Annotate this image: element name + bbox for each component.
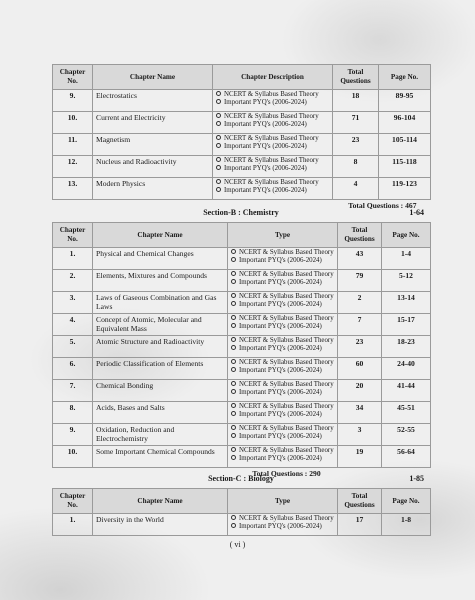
description-line [231, 389, 334, 397]
chapter-no: 10. [53, 112, 93, 134]
chapter-no: 11. [53, 134, 93, 156]
bullet-icon [216, 165, 221, 170]
chapter-no: 10. [53, 446, 93, 468]
description-line [216, 121, 329, 129]
table-row [53, 402, 431, 424]
description-line [231, 381, 334, 389]
chapter-description [213, 134, 333, 156]
description-line [231, 301, 334, 309]
bullet-icon [231, 315, 236, 320]
section-biology-heading [52, 472, 430, 486]
total-questions: 20 [338, 380, 382, 402]
chapter-name: Magnetism [93, 134, 213, 156]
header-page-no: Page No. [379, 65, 431, 90]
chapter-description [213, 112, 333, 134]
total-questions: 23 [338, 336, 382, 358]
page-range: 1-8 [382, 514, 431, 536]
page-range: 105-114 [379, 134, 431, 156]
chapter-name: Concept of Atomic, Molecular and Equivalent Mass [93, 314, 228, 336]
table-row [53, 178, 431, 200]
chapter-name: Modern Physics [93, 178, 213, 200]
description-text: Important PYQ's (2006-2024) [239, 411, 322, 419]
chapter-name: Atomic Structure and Radioactivity [93, 336, 228, 358]
bullet-icon [216, 179, 221, 184]
chapter-no: 9. [53, 90, 93, 112]
description-text: Important PYQ's (2006-2024) [239, 345, 322, 353]
total-questions: 34 [338, 402, 382, 424]
bullet-icon [231, 515, 236, 520]
biology-table [52, 488, 431, 536]
bullet-icon [216, 135, 221, 140]
total-questions: 79 [338, 270, 382, 292]
header-total-questions: Total Questions [338, 489, 382, 514]
chapter-description [228, 248, 338, 270]
table-row [53, 336, 431, 358]
chapter-description [213, 178, 333, 200]
description-text: NCERT & Syllabus Based Theory [239, 293, 334, 300]
chapter-name: Chemical Bonding [93, 380, 228, 402]
bullet-icon [231, 381, 236, 386]
chapter-no: 5. [53, 336, 93, 358]
chapter-description [228, 402, 338, 424]
chapter-name: Elements, Mixtures and Compounds [93, 270, 228, 292]
table-row [53, 358, 431, 380]
bullet-icon [216, 143, 221, 148]
section-pages: 1-85 [409, 474, 424, 483]
description-text: NCERT & Syllabus Based Theory [239, 249, 334, 256]
table-row [53, 134, 431, 156]
bullet-icon [231, 337, 236, 342]
header-chapter-no: Chapter No. [53, 65, 93, 90]
description-text: NCERT & Syllabus Based Theory [224, 179, 319, 186]
description-text: Important PYQ's (2006-2024) [239, 455, 322, 463]
total-questions: 2 [338, 292, 382, 314]
total-questions: 18 [333, 90, 379, 112]
description-line [231, 425, 334, 433]
bullet-icon [231, 433, 236, 438]
description-text: Important PYQ's (2006-2024) [224, 143, 307, 151]
description-line [231, 433, 334, 441]
description-text: NCERT & Syllabus Based Theory [224, 113, 319, 120]
page-range: 56-64 [382, 446, 431, 468]
bullet-icon [231, 389, 236, 394]
description-text: Important PYQ's (2006-2024) [239, 389, 322, 397]
description-line [216, 179, 329, 187]
chapter-description [228, 270, 338, 292]
total-questions: 71 [333, 112, 379, 134]
description-line [231, 523, 334, 531]
chapter-no: 9. [53, 424, 93, 446]
description-text: NCERT & Syllabus Based Theory [224, 135, 319, 142]
description-text: NCERT & Syllabus Based Theory [239, 403, 334, 410]
description-line [216, 135, 329, 143]
chapter-description [228, 380, 338, 402]
chapter-no: 8. [53, 402, 93, 424]
chapter-no: 13. [53, 178, 93, 200]
chapter-no: 3. [53, 292, 93, 314]
header-page-no: Page No. [382, 223, 431, 248]
header-chapter-name: Chapter Name [93, 65, 213, 90]
total-questions: 60 [338, 358, 382, 380]
description-text: Important PYQ's (2006-2024) [224, 99, 307, 107]
chapter-description [213, 156, 333, 178]
table-row [53, 380, 431, 402]
chapter-name: Oxidation, Reduction and Electrochemistry [93, 424, 228, 446]
bullet-icon [216, 121, 221, 126]
page-range: 18-23 [382, 336, 431, 358]
bullet-icon [231, 403, 236, 408]
description-text: NCERT & Syllabus Based Theory [239, 315, 334, 322]
description-line [231, 359, 334, 367]
chapter-description [228, 446, 338, 468]
total-questions: 4 [333, 178, 379, 200]
page-range: 96-104 [379, 112, 431, 134]
bullet-icon [231, 271, 236, 276]
chemistry-total: Total Questions : 290 [252, 469, 321, 478]
bullet-icon [231, 249, 236, 254]
section-pages: 1-64 [409, 208, 424, 217]
chapter-name: Acids, Bases and Salts [93, 402, 228, 424]
bullet-icon [231, 447, 236, 452]
description-line [216, 143, 329, 151]
header-page-no: Page No. [382, 489, 431, 514]
description-text: Important PYQ's (2006-2024) [239, 523, 322, 531]
total-questions: 8 [333, 156, 379, 178]
physics-total: Total Questions : 467 [348, 201, 417, 210]
description-text: NCERT & Syllabus Based Theory [239, 515, 334, 522]
bullet-icon [231, 301, 236, 306]
table-row [53, 314, 431, 336]
description-line [231, 515, 334, 523]
description-line [231, 323, 334, 331]
description-line [231, 337, 334, 345]
description-line [231, 249, 334, 257]
description-line [231, 447, 334, 455]
chapter-name: Physical and Chemical Changes [93, 248, 228, 270]
chapter-no: 2. [53, 270, 93, 292]
chapter-description [228, 314, 338, 336]
description-text: NCERT & Syllabus Based Theory [239, 359, 334, 366]
chapter-name: Some Important Chemical Compounds [93, 446, 228, 468]
description-text: Important PYQ's (2006-2024) [224, 121, 307, 129]
page-range: 119-123 [379, 178, 431, 200]
chemistry-table [52, 222, 431, 481]
description-text: Important PYQ's (2006-2024) [239, 323, 322, 331]
table-row [53, 112, 431, 134]
header-total-questions: Total Questions [333, 65, 379, 90]
total-questions: 23 [333, 134, 379, 156]
bullet-icon [231, 257, 236, 262]
chapter-description [228, 358, 338, 380]
bullet-icon [231, 345, 236, 350]
description-text: NCERT & Syllabus Based Theory [239, 381, 334, 388]
description-line [231, 293, 334, 301]
chapter-name: Electrostatics [93, 90, 213, 112]
page-range: 13-14 [382, 292, 431, 314]
table-row [53, 514, 431, 536]
bullet-icon [216, 187, 221, 192]
description-text: Important PYQ's (2006-2024) [224, 187, 307, 195]
description-line [231, 367, 334, 375]
total-questions: 43 [338, 248, 382, 270]
page-range: 115-118 [379, 156, 431, 178]
page-range: 24-40 [382, 358, 431, 380]
description-text: NCERT & Syllabus Based Theory [239, 271, 334, 278]
total-questions: 7 [338, 314, 382, 336]
table-row [53, 446, 431, 468]
description-line [231, 455, 334, 463]
bullet-icon [216, 91, 221, 96]
chapter-description [228, 424, 338, 446]
description-line [231, 345, 334, 353]
page-range: 5-12 [382, 270, 431, 292]
bullet-icon [216, 99, 221, 104]
description-line [231, 257, 334, 265]
description-line [231, 271, 334, 279]
chapter-no: 12. [53, 156, 93, 178]
table-row [53, 292, 431, 314]
description-text: NCERT & Syllabus Based Theory [239, 337, 334, 344]
total-questions: 17 [338, 514, 382, 536]
description-text: Important PYQ's (2006-2024) [239, 257, 322, 265]
page-number: ( vi ) [229, 540, 246, 549]
chapter-name: Current and Electricity [93, 112, 213, 134]
bullet-icon [231, 279, 236, 284]
chapter-name: Diversity in the World [93, 514, 228, 536]
section-title: Section-C : Biology [208, 474, 274, 483]
chapter-description [228, 336, 338, 358]
header-chapter-description: Chapter Description [213, 65, 333, 90]
chapter-no: 7. [53, 380, 93, 402]
chapter-no: 6. [53, 358, 93, 380]
header-chapter-name: Chapter Name [93, 489, 228, 514]
table-row [53, 270, 431, 292]
header-type: Type [228, 223, 338, 248]
description-text: NCERT & Syllabus Based Theory [224, 91, 319, 98]
description-line [231, 279, 334, 287]
chapter-no: 1. [53, 248, 93, 270]
page-range: 45-51 [382, 402, 431, 424]
total-questions: 19 [338, 446, 382, 468]
table-row [53, 248, 431, 270]
description-text: Important PYQ's (2006-2024) [239, 279, 322, 287]
description-line [231, 315, 334, 323]
bullet-icon [231, 455, 236, 460]
description-line [216, 113, 329, 121]
page-range: 41-44 [382, 380, 431, 402]
description-line [216, 157, 329, 165]
page-range: 15-17 [382, 314, 431, 336]
page-range: 1-4 [382, 248, 431, 270]
page-range: 89-95 [379, 90, 431, 112]
description-line [216, 91, 329, 99]
header-chapter-no: Chapter No. [53, 223, 93, 248]
bullet-icon [231, 425, 236, 430]
header-chapter-no: Chapter No. [53, 489, 93, 514]
description-line [231, 403, 334, 411]
total-questions: 3 [338, 424, 382, 446]
description-line [231, 411, 334, 419]
bullet-icon [231, 367, 236, 372]
description-text: NCERT & Syllabus Based Theory [239, 425, 334, 432]
header-chapter-name: Chapter Name [93, 223, 228, 248]
bullet-icon [231, 293, 236, 298]
section-title: Section-B : Chemistry [203, 208, 279, 217]
header-type: Type [228, 489, 338, 514]
section-chemistry-heading [52, 206, 430, 220]
bullet-icon [231, 411, 236, 416]
chapter-name: Periodic Classification of Elements [93, 358, 228, 380]
chapter-description [228, 514, 338, 536]
description-line [216, 187, 329, 195]
description-text: NCERT & Syllabus Based Theory [224, 157, 319, 164]
chapter-description [213, 90, 333, 112]
bullet-icon [231, 323, 236, 328]
table-row [53, 424, 431, 446]
description-line [216, 165, 329, 173]
description-text: Important PYQ's (2006-2024) [224, 165, 307, 173]
table-row [53, 156, 431, 178]
bullet-icon [231, 523, 236, 528]
description-text: Important PYQ's (2006-2024) [239, 367, 322, 375]
description-line [216, 99, 329, 107]
header-total-questions: Total Questions [338, 223, 382, 248]
physics-table [52, 64, 431, 213]
description-text: Important PYQ's (2006-2024) [239, 301, 322, 309]
bullet-icon [231, 359, 236, 364]
chapter-name: Nucleus and Radioactivity [93, 156, 213, 178]
bullet-icon [216, 157, 221, 162]
bullet-icon [216, 113, 221, 118]
description-text: Important PYQ's (2006-2024) [239, 433, 322, 441]
chapter-no: 4. [53, 314, 93, 336]
description-text: NCERT & Syllabus Based Theory [239, 447, 334, 454]
page-range: 52-55 [382, 424, 431, 446]
chapter-no: 1. [53, 514, 93, 536]
chapter-description [228, 292, 338, 314]
table-row [53, 90, 431, 112]
chapter-name: Laws of Gaseous Combination and Gas Laws [93, 292, 228, 314]
